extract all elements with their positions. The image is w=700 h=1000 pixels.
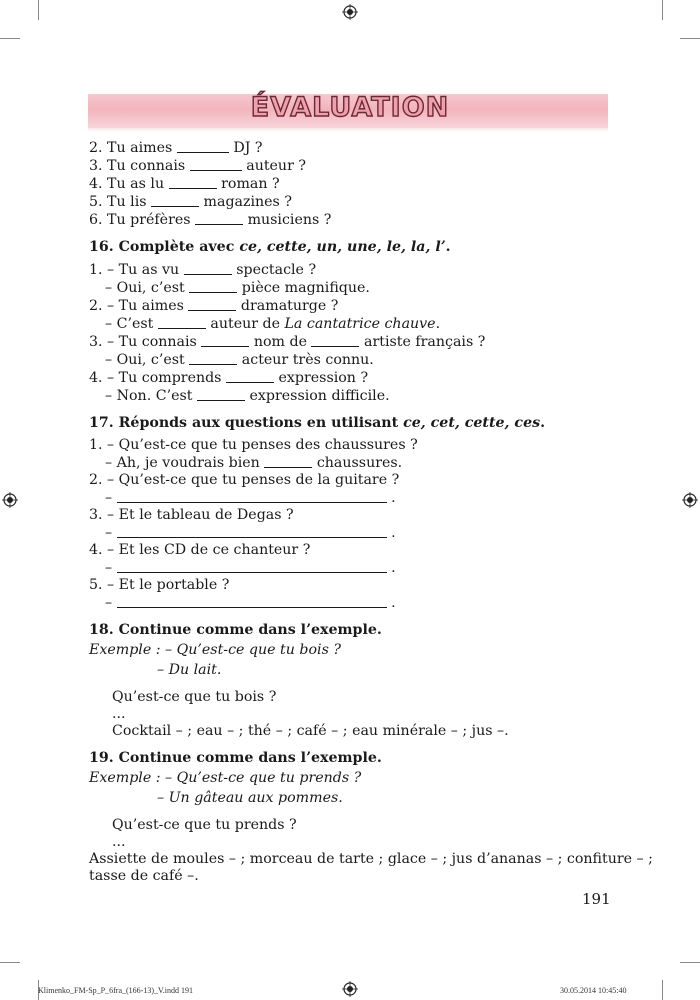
footer-timestamp: 30.05.2014 10:45:40 xyxy=(560,986,627,995)
question: Qu’est-ce que tu bois ? xyxy=(112,689,277,705)
registration-mark-icon xyxy=(682,492,698,508)
crop-mark xyxy=(662,0,663,20)
word-list: Cocktail – ; eau – ; thé – ; café – ; eau minérale – ; jus –. xyxy=(112,723,509,739)
exercise-item: 4. Tu as lu roman ? xyxy=(89,176,280,192)
registration-mark-icon xyxy=(342,4,358,20)
answer-line: – . xyxy=(105,595,396,611)
crop-mark xyxy=(0,38,20,39)
exercise-item: – Non. C’est expression difficile. xyxy=(105,388,390,404)
exercise-item: 2. – Tu aimes dramaturge ? xyxy=(89,298,339,314)
crop-mark xyxy=(680,962,700,963)
exercise-item: 2. – Qu’est-ce que tu penses de la guitare ? xyxy=(89,472,400,488)
exercise-item: 2. Tu aimes DJ ? xyxy=(89,140,263,156)
crop-mark xyxy=(0,962,20,963)
exercise-16-heading: 16. Complète avec ce, cette, un, une, le, la, l’. xyxy=(89,239,451,255)
exercise-item: – Oui, c’est acteur très connu. xyxy=(105,352,374,368)
exercise-item: – Ah, je voudrais bien chaussures. xyxy=(105,455,403,471)
exercise-item: 3. – Tu connais nom de artiste français ? xyxy=(89,334,486,350)
exercise-item: 5. Tu lis magazines ? xyxy=(89,194,292,210)
word-list: Assiette de moules – ; morceau de tarte ; glace – ; jus d’ananas – ; confiture – ; xyxy=(89,851,653,867)
example-answer: – Du lait. xyxy=(157,662,222,678)
exercise-item: 3. – Et le tableau de Degas ? xyxy=(89,507,294,523)
registration-mark-icon xyxy=(2,492,18,508)
exercise-item: 4. – Et les CD de ce chanteur ? xyxy=(89,542,311,558)
exercise-item: 5. – Et le portable ? xyxy=(89,577,230,593)
crop-mark xyxy=(662,980,663,1000)
exercise-17-heading: 17. Réponds aux questions en utilisant ce, cet, cette, ces. xyxy=(89,415,546,431)
exercise-item: 6. Tu préfères musiciens ? xyxy=(89,212,332,228)
answer-line: – . xyxy=(105,525,396,541)
page-title: ÉVALUATION xyxy=(250,92,450,123)
ellipsis: ... xyxy=(112,834,126,850)
exercise-19-heading: 19. Continue comme dans l’exemple. xyxy=(89,750,382,766)
exercise-item: 3. Tu connais auteur ? xyxy=(89,158,306,174)
page-content xyxy=(89,139,653,885)
footer-filename: Klimenko_FM-Sp_P_6fra_(166-13)_V.indd 191 xyxy=(38,986,193,995)
exercise-item: 1. – Tu as vu spectacle ? xyxy=(89,262,317,278)
exercise-item: 1. – Qu’est-ce que tu penses des chaussures ? xyxy=(89,437,418,453)
ellipsis: ... xyxy=(112,706,126,722)
exercise-18-heading: 18. Continue comme dans l’exemple. xyxy=(89,622,382,638)
registration-mark-icon xyxy=(342,981,358,997)
crop-mark xyxy=(38,0,39,20)
example-question: Exemple : – Qu’est-ce que tu bois ? xyxy=(89,642,341,658)
page-number: 191 xyxy=(582,890,611,908)
example-question: Exemple : – Qu’est-ce que tu prends ? xyxy=(89,770,362,786)
exercise-item: – C’est auteur de La cantatrice chauve. xyxy=(105,316,441,332)
answer-line: – . xyxy=(105,560,396,576)
word-list: tasse de café –. xyxy=(89,868,199,884)
previous-exercise xyxy=(89,139,619,229)
exercise-item: – Oui, c’est pièce magnifique. xyxy=(105,280,370,296)
crop-mark xyxy=(680,38,700,39)
header-banner-shadow xyxy=(88,128,608,132)
question: Qu’est-ce que tu prends ? xyxy=(112,817,297,833)
exercise-item: 4. – Tu comprends expression ? xyxy=(89,370,369,386)
answer-line: – . xyxy=(105,490,396,506)
example-answer: – Un gâteau aux pommes. xyxy=(157,790,343,806)
